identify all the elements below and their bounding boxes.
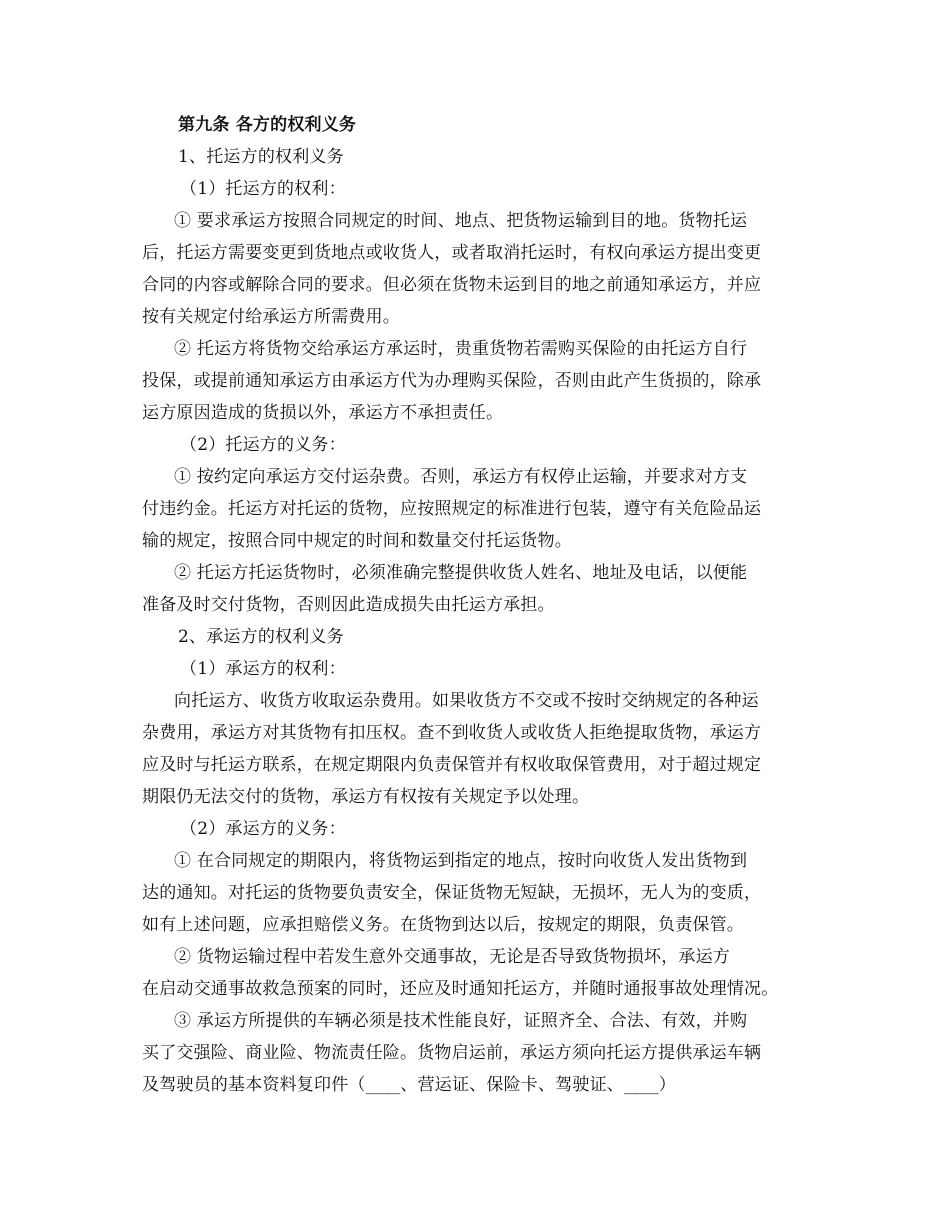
text-line: ③ 承运方所提供的车辆必须是技术性能良好，证照齐全、合法、有效，并购 [174,1011,748,1031]
text-line: 投保，或提前通知承运方由承运方代为办理购买保险，否则由此产生货损的，除承 [142,371,762,391]
text-line: 付违约金。托运方对托运的货物，应按照规定的标准进行包装，遵守有关危险品运 [142,499,762,519]
text-line: ① 在合同规定的期限内，将货物运到指定的地点，按时向收货人发出货物到 [174,851,748,871]
text-line: 杂费用，承运方对其货物有扣压权。查不到收货人或收货人拒绝提取货物，承运方 [142,723,762,743]
text-line: ① 按约定向承运方交付运杂费。否则，承运方有权停止运输，并要求对方支 [174,467,748,487]
text-line: 买了交强险、商业险、物流责任险。货物启运前，承运方须向托运方提供承运车辆 [142,1043,762,1063]
text-line: 在启动交通事故救急预案的同时，还应及时通知托运方，并随时通报事故处理情况。 [142,979,779,999]
text-line: 1、托运方的权利义务 [178,147,344,167]
section-heading: 第九条 各方的权利义务 [178,115,357,135]
text-line: 准备及时交付货物，否则因此造成损失由托运方承担。 [142,595,555,615]
text-line: （2）承运方的义务： [180,819,346,839]
text-line: ② 货物运输过程中若发生意外交通事故，无论是否导致货物损坏，承运方 [174,947,731,967]
text-line: （1）托运方的权利： [180,179,346,199]
text-line: 及驾驶员的基本资料复印件（____、营运证、保险卡、驾驶证、____） [142,1075,676,1095]
text-line: （1）承运方的权利： [180,659,346,679]
text-line: 期限仍无法交付的货物，承运方有权按有关规定予以处理。 [142,787,590,807]
text-line: 应及时与托运方联系，在规定期限内负责保管并有权收取保管费用，对于超过规定 [142,755,762,775]
text-line: 输的规定，按照合同中规定的时间和数量交付托运货物。 [142,531,572,551]
text-line: 后，托运方需要变更到货地点或收货人，或者取消托运时，有权向承运方提出变更 [142,243,762,263]
text-line: 如有上述问题，应承担赔偿义务。在货物到达以后，按规定的期限，负责保管。 [142,915,744,935]
text-line: ① 要求承运方按照合同规定的时间、地点、把货物运输到目的地。货物托运 [174,211,748,231]
text-line: 2、承运方的权利义务 [178,627,344,647]
text-line: （2）托运方的义务： [180,435,346,455]
text-line: 运方原因造成的货损以外，承运方不承担责任。 [142,403,504,423]
text-line: 向托运方、收货方收取运杂费用。如果收货方不交或不按时交纳规定的各种运 [174,691,759,711]
text-line: 达的通知。对托运的货物要负责安全，保证货物无短缺，无损坏，无人为的变质， [142,883,762,903]
text-line: ② 托运方将货物交给承运方承运时，贵重货物若需购买保险的由托运方自行 [174,339,748,359]
text-line: ② 托运方托运货物时，必须准确完整提供收货人姓名、地址及电话，以便能 [174,563,748,583]
text-line: 合同的内容或解除合同的要求。但必须在货物未运到目的地之前通知承运方，并应 [142,275,762,295]
text-line: 按有关规定付给承运方所需费用。 [142,307,400,327]
